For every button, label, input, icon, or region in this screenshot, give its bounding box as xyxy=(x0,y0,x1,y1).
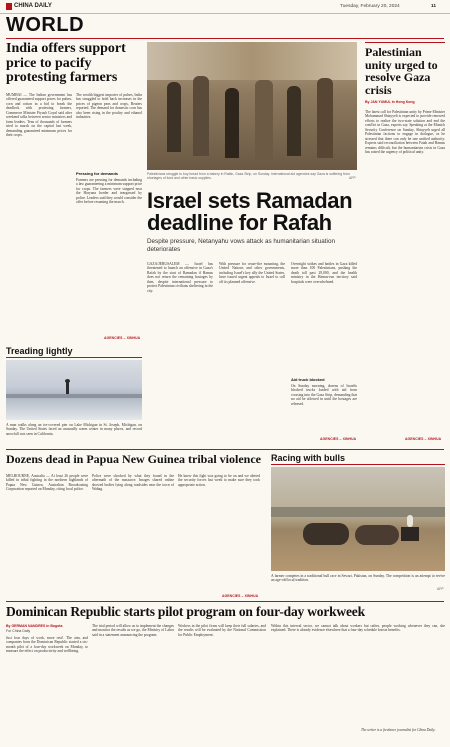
png-headline: Dozens dead in Papua New Guinea tribal violence xyxy=(6,452,262,466)
dominican-col4: Within this interval sector, we cannot talk about workers but rather, people working whenever they can, she explained. There is already evidence elsewhere that a four-day schedule boosts benefits. xyxy=(271,624,445,633)
rafah-photo xyxy=(147,42,357,170)
india-col2: The wealth biggest importer of pulses, India has struggled to hold back increases in the prices of pigeon peas and crops, Reuters reported. The demand for domestic corn has also been rising in the poultry and ethanol industries. xyxy=(76,93,142,120)
treading-rule xyxy=(6,357,142,358)
india-headline: India offers support price to pacify protesting farmers xyxy=(6,41,126,85)
treading-caption: A man walks along an ice-covered pier on Lake Michigan in St. Joseph, Michigan, on Sunday. The United States faced an unusually warm winter in many places, and record snowfall was seen in California. xyxy=(6,423,142,436)
dominican-col3: Workers in the pilot firms will keep their full salaries, and the results will be evaluated by the National Commission for Public Employment. xyxy=(178,624,266,637)
masthead-date: Tuesday, February 20, 2024 xyxy=(340,3,400,9)
lower-rule xyxy=(6,601,444,602)
rafah-headline: Israel sets Ramadan deadline for Rafah xyxy=(147,188,353,235)
rafah-col4: On Sunday morning, dozens of Israelis blocked trucks loaded with aid from crossing into the Gaza Strip, demanding that no aid be allowed in until the hostages are released. xyxy=(291,384,357,406)
section-rule xyxy=(6,38,444,39)
dominican-col1: Just four days of work, more rest!. The aim, and companies from the Dominican Republic started a six-month pilot of a four-day workweek on Monday, to measure the effect on productivity and wellbeing. xyxy=(6,636,88,654)
mid-rule xyxy=(6,449,444,450)
palestinian-byline-end: AGENCIES – XINHUA xyxy=(405,437,442,441)
png-byline: AGENCIES – XINHUA xyxy=(222,594,259,598)
dominican-source: For China Daily xyxy=(6,629,31,633)
palestinian-rule-top xyxy=(365,42,445,43)
rafah-photo-caption: Palestinians struggle to buy bread from a bakery in Rafah, Gaza Strip, on Sunday. International aid agencies say Gaza is suffering from shortages of food and other basic supplies. xyxy=(147,172,350,180)
page-number: 11 xyxy=(431,3,437,9)
dominican-headline: Dominican Republic starts pilot program on four-day workweek xyxy=(6,604,365,619)
masthead-strip xyxy=(0,0,450,14)
dominican-byline: By GERMAN NANDRES in Bogota xyxy=(6,624,63,628)
rafah-subhead: Aid truck blocked xyxy=(291,377,325,382)
rafah-col3: Overnight strikes and battles in Gaza killed more than 100 Palestinians, pushing the death toll past 29,000, and the health ministry in the Hamas-run territory said hospitals were overwhelmed. xyxy=(291,262,357,284)
rafah-byline: AGENCIES – XINHUA xyxy=(320,437,357,441)
india-col1: MUMBAI — The Indian government has offered guaranteed support prices for pulses, corn and cotton in a bid to break the deadlock with protesting farmers, Commerce Minister Piyush Goyal said after weekend talks between senior ministers and farm leaders. Tens of thousands of farmers tried to march on the capital last week, demanding guaranteed minimum prices for their crops. xyxy=(6,93,72,138)
racing-caption: A farmer competes in a traditional bull race in Sewari, Pakistan, on Sunday. The competition is an attempt to revive an age-old local tradition. xyxy=(271,574,445,583)
treading-title: Treading lightly xyxy=(6,346,73,356)
racing-rule xyxy=(271,464,445,465)
india-subhead: Pressing for demands xyxy=(76,171,119,176)
masthead-flag-icon xyxy=(6,3,12,10)
racing-photo xyxy=(271,467,445,571)
rafah-col2: With pressure for cease-fire mounting, the United Nations and other governments, including Israel's key ally the United States, have issued urgent appeals to Israel to call off its planned offensive. xyxy=(219,262,285,284)
rafah-col1: GAZA/JERUSALEM — Israel has threatened to launch an offensive in Gaza's Rafah by the start of Ramadan if Hamas does not return the remaining hostages by then, despite international pressure to protect Palestinian civilians sheltering in the city. xyxy=(147,262,213,293)
palestinian-body: The latest call for Palestinian unity by Prime Minister Mohammad Shtayyeh is expected to provide renewed efforts to realize the two-state solution and end the conflict in Gaza, experts say. Speaking at the Munich Security Conference on Sunday, Shtayyeh urged all Palestinian factions to engage in dialogue, as he stressed that there can only be one unified authority. Experts said reconciliation between Fatah and Hamas remains difficult, but the humanitarian crisis in Gaza has raised the urgency of political unity. xyxy=(365,110,445,155)
png-col3: He knew this fight was going to be on and we alerted the security forces last week to make sure they took appropriate action. xyxy=(178,474,260,487)
palestinian-headline: Palestinian unity urged to resolve Gaza crisis xyxy=(365,45,438,97)
dominican-footer: The writer is a freelance journalist for China Daily. xyxy=(361,728,436,732)
treading-photo xyxy=(6,360,142,420)
palestinian-byline: By JAN YUMUL in Hong Kong xyxy=(365,100,415,104)
racing-title: Racing with bulls xyxy=(271,453,346,463)
rafah-photo-credit: AFP xyxy=(349,176,356,180)
section-title: WORLD xyxy=(6,14,85,36)
india-byline: AGENCIES – XINHUA xyxy=(104,336,141,340)
rafah-deck: Despite pressure, Netanyahu vows attack as humanitarian situation deteriorates xyxy=(147,238,335,253)
masthead-paper: CHINA DAILY xyxy=(14,3,52,9)
dominican-col2: The trial period will allow us to implement the changes and monitor the results as we go, the Ministry of Labor said in a statement announcing the program. xyxy=(92,624,174,637)
png-col1: MELBOURNE, Australia — At least 26 people were killed in tribal fighting in the northern highlands of Papua New Guinea, Australian Broadcasting Corporation reported on Monday, citing local police. xyxy=(6,474,88,492)
png-col2: Police were shocked by what they found in the aftermath of the massacre. Images shared online showed bodies lying along roadsides near the town of Wabag. xyxy=(92,474,174,492)
racing-credit: AFP xyxy=(437,587,444,591)
india-col3: Farmers are pressing for demands including a law guaranteeing a minimum support price for crops. The farmers were stopped near the Haryana border and teargassed by police. Leaders said they would consider the offer before resuming the march. xyxy=(76,178,142,205)
